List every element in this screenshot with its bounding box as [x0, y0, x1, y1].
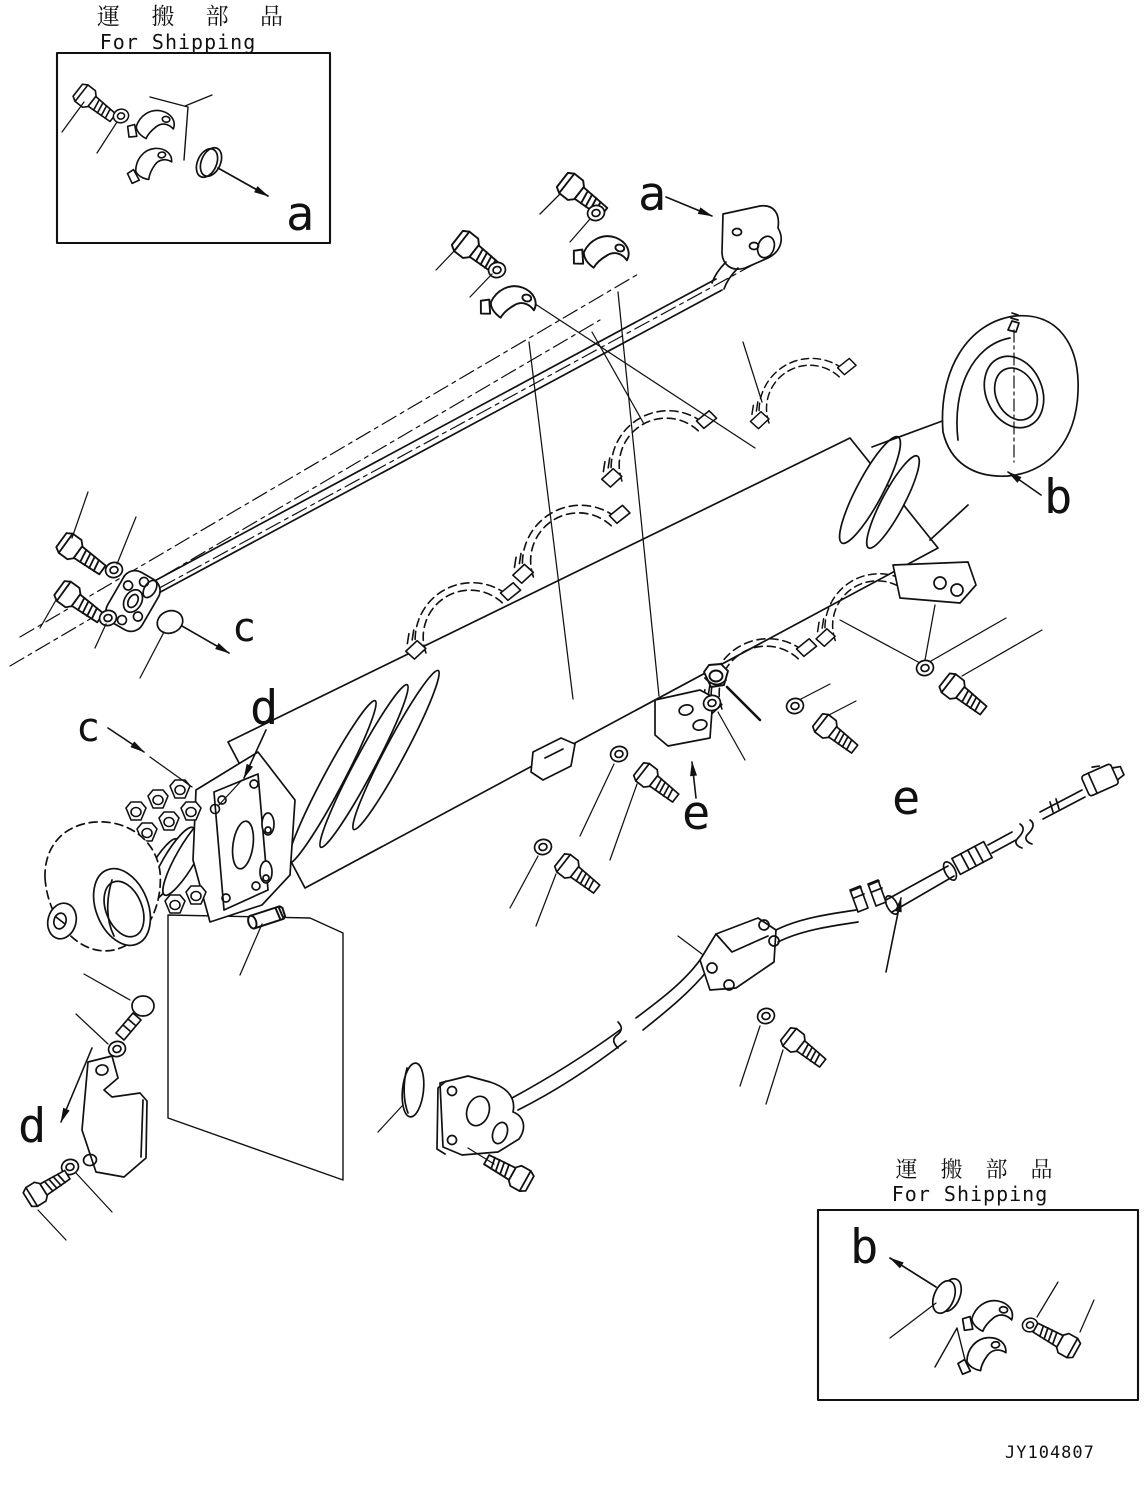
boom-plate-outline	[168, 915, 343, 1180]
pin	[247, 906, 286, 930]
base-eye	[44, 822, 161, 954]
pipe-elbow-fitting	[712, 206, 781, 289]
callout-e-hose: e	[892, 771, 921, 826]
callout-a-main: a	[638, 167, 667, 222]
o-ring	[154, 607, 186, 637]
callout-a-box: a	[286, 187, 315, 242]
callout-b-main: b	[1044, 470, 1073, 525]
shipping-title-jp-top: 運 搬 部 品	[97, 4, 295, 30]
callout-d-cylinder: d	[250, 681, 279, 736]
hose-elbow-block	[437, 1076, 524, 1155]
callout-c-cylinder: c	[76, 705, 101, 751]
hose-joint-block	[700, 918, 779, 990]
callout-b-box: b	[850, 1220, 879, 1275]
connector-end	[1079, 757, 1126, 797]
shipping-title-jp-bottom: 運 搬 部 品	[895, 1158, 1061, 1183]
drawing-number: JY104807	[1005, 1443, 1095, 1463]
clamp-parts-a	[436, 170, 632, 326]
rod-end-eye	[942, 313, 1078, 476]
callout-c-pipe: c	[232, 605, 257, 651]
shipping-title-en-top: For Shipping	[99, 30, 257, 54]
callout-d-bracket: d	[18, 1099, 47, 1154]
callout-e-bracket: e	[682, 786, 711, 841]
grease-hose-e	[776, 757, 1126, 942]
clamp-bracket-e	[655, 690, 713, 746]
shipping-title-en-bottom: For Shipping	[891, 1182, 1049, 1206]
lower-hose-assembly	[378, 918, 829, 1194]
